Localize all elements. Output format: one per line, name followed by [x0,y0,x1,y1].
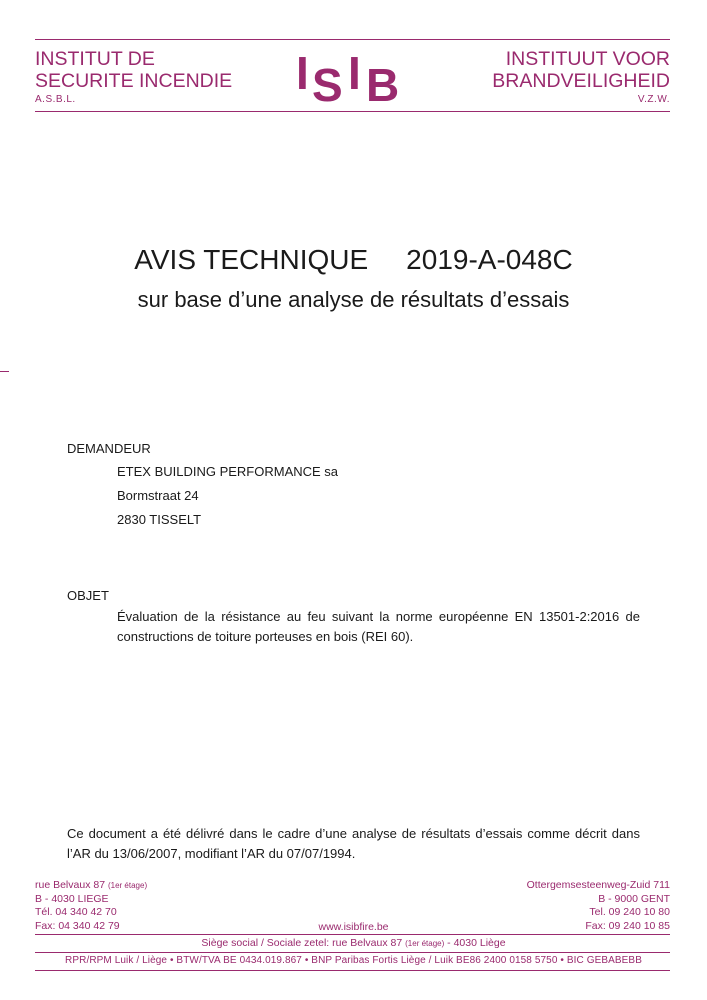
demandeur-label: DEMANDEUR [67,441,151,456]
objet-line2: constructions de toiture porteuses en bois (REI 60). [117,629,414,644]
seat-city: - 4030 Liège [444,937,506,949]
seat-address: Siège social / Sociale zetel: rue Belvaux 87 [201,937,403,949]
footer-website[interactable]: www.isibfire.be [318,921,389,933]
objet-label: OBJET [67,588,109,603]
header-left-line2: SECURITE INCENDIE [35,70,233,92]
demandeur-company: ETEX BUILDING PERFORMANCE sa [117,464,339,479]
statement-line2: l’AR du 13/06/2007, modifiant l’AR du 07/07/1994. [67,846,356,861]
logo-letter-i2: I [348,47,361,99]
footer-gent-fax: Fax: 09 240 10 85 [585,919,670,932]
footer-liege-floor: (1er étage) [107,881,148,890]
footer-liege-street: rue Belvaux 87 [35,879,106,891]
footer-rule-3 [35,970,670,971]
header-right-line1: INSTITUUT VOOR [505,48,670,70]
header-right-legal: V.Z.W. [637,94,670,105]
footer-registry: RPR/RPM Luik / Liège • BTW/TVA BE 0434.019.867 • BNP Paribas Fortis Liège / Luik BE86 2400 0158 5750 • BIC GEBABEBB [65,955,642,966]
objet-line1: Évaluation de la résistance au feu suivant la norme européenne EN 13501-2:2016 de [117,609,640,624]
logo-letter-b: B [366,59,400,111]
header-right-block [492,48,670,106]
footer-gent-city: B - 9000 GENT [598,892,670,905]
logo-letter-s: S [312,59,343,111]
isib-logo [296,47,416,111]
fold-mark [0,371,9,372]
footer-rule-2 [35,952,670,953]
header-left-block [35,48,232,106]
header-left-legal: A.S.B.L. [35,94,76,105]
demandeur-city: 2830 TISSELT [117,512,202,527]
document-title [0,244,707,276]
header-bottom-rule [35,111,670,112]
demandeur-street: Bormstraat 24 [117,488,199,503]
seat-floor: (1er étage) [405,939,445,948]
footer-registered-seat [0,937,707,949]
footer-gent-street: Ottergemsesteenweg-Zuid 711 [526,879,670,891]
footer-rule-1 [35,934,670,935]
footer-liege-city: B - 4030 LIEGE [35,892,109,905]
footer-gent-tel: Tel. 09 240 10 80 [589,906,670,918]
header-right-line2: BRANDVEILIGHEID [492,70,670,92]
header-top-rule [35,39,670,40]
footer-liege-fax: Fax: 04 340 42 79 [35,919,120,932]
statement-line1: Ce document a été délivré dans le cadre d’une analyse de résultats d’essais comme décrit dans [67,826,640,841]
document-subtitle: sur base d’une analyse de résultats d’essais [137,287,570,312]
document-number: 2019-A-048C [406,244,573,275]
logo-letter-i1: I [296,47,309,99]
title-text: AVIS TECHNIQUE [134,244,369,275]
header-left-line1: INSTITUT DE [35,48,155,70]
footer-liege-tel: Tél. 04 340 42 70 [35,906,117,918]
